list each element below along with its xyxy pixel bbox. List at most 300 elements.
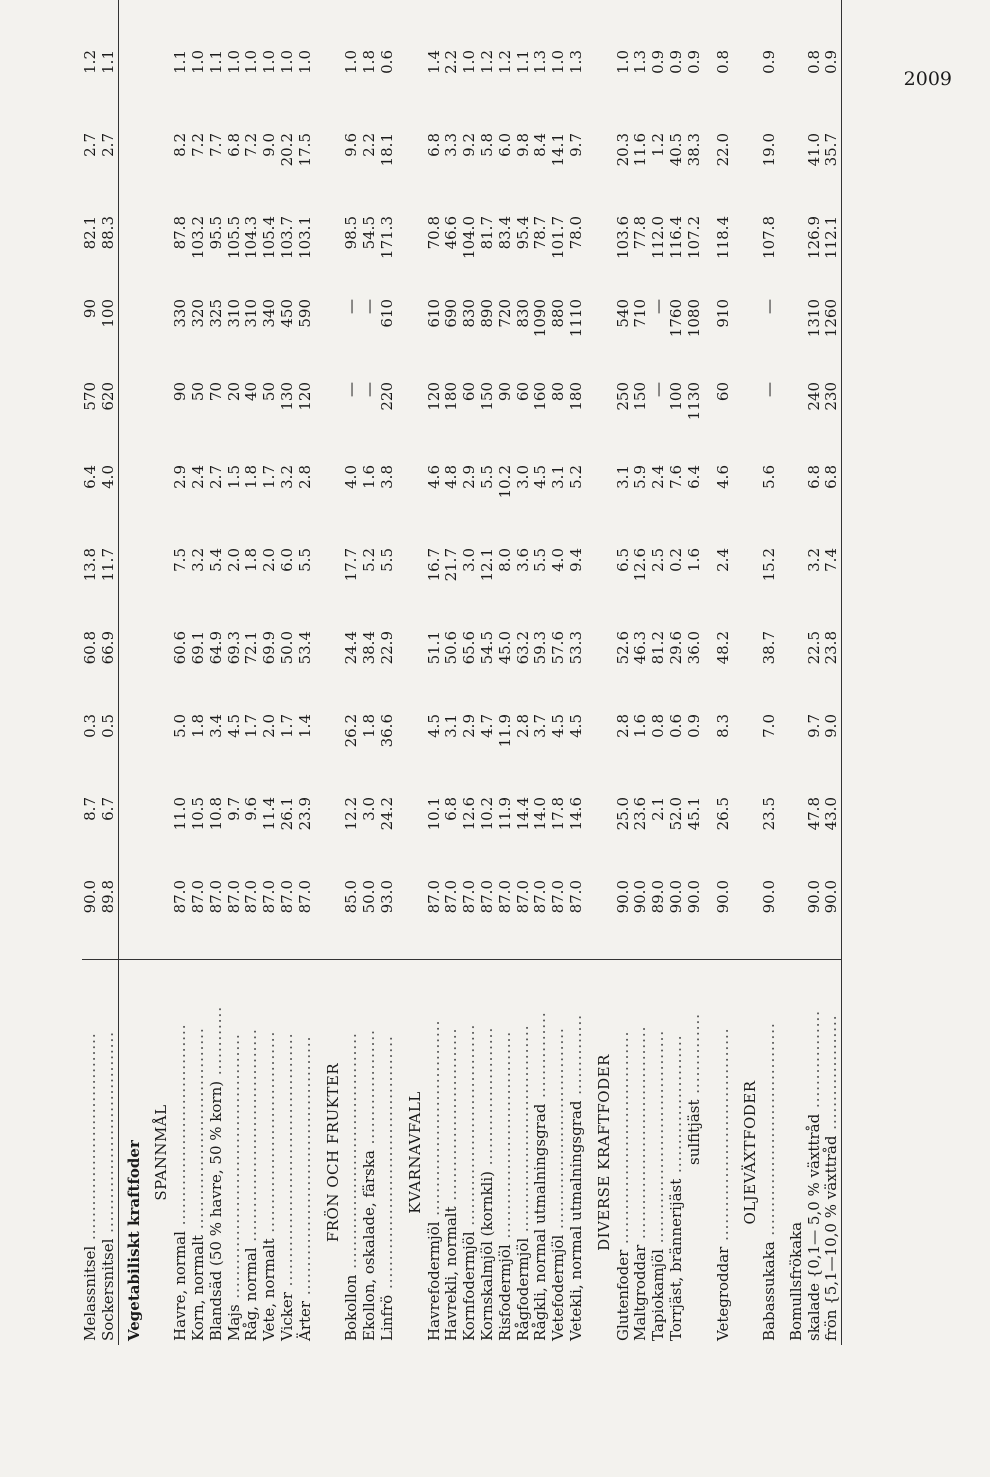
- section-heading-row: [732, 0, 761, 1345]
- table-cell: 0.2: [666, 548, 685, 572]
- table-cell: 12.1: [477, 548, 496, 582]
- table-cell: [686, 0, 704, 46]
- row-label: Kornskalmjöl (kornkli) ........................: [479, 960, 497, 1346]
- table-cell: 1.7: [242, 714, 261, 738]
- table-cell: 6.0: [277, 548, 296, 572]
- table-cell: 1.8: [360, 50, 379, 74]
- table-cell: 100: [666, 382, 685, 411]
- empty-cell: [779, 793, 806, 876]
- table-cell: 8.2: [171, 133, 190, 157]
- table-cell: 48.2: [713, 631, 732, 665]
- section-heading: KVARNAVFALL: [397, 960, 426, 1346]
- table-cell: 1.0: [460, 50, 479, 74]
- feed-composition-table: [82, 0, 842, 1345]
- table-row: [479, 0, 497, 1345]
- table-cell: 1.3: [531, 50, 550, 74]
- table-cell: 20.2: [277, 133, 296, 167]
- table-cell: 6.8: [442, 797, 461, 821]
- empty-cell: [586, 710, 615, 793]
- table-cell: 89.0: [649, 880, 668, 914]
- table-cell: 50.0: [277, 631, 296, 665]
- table-cell: 19.0: [760, 133, 779, 167]
- table-cell: 95.5: [206, 216, 225, 250]
- table-cell: 87.0: [442, 880, 461, 914]
- table-cell: 8.3: [713, 714, 732, 738]
- table-cell: 11.9: [495, 714, 514, 748]
- table-cell: [497, 0, 515, 46]
- table-cell: 45.1: [684, 797, 703, 831]
- empty-cell: [143, 46, 172, 129]
- table-cell: 87.0: [260, 880, 279, 914]
- table-cell: 11.4: [260, 797, 279, 831]
- empty-cell: [315, 378, 344, 461]
- table-cell: 160: [531, 382, 550, 411]
- table-cell: [704, 0, 733, 46]
- empty-cell: [779, 46, 806, 129]
- table-cell: 0.9: [649, 50, 668, 74]
- table-row: [823, 0, 841, 1345]
- table-cell: 9.8: [513, 133, 532, 157]
- table-cell: 7.4: [823, 544, 841, 627]
- empty-cell: [118, 212, 143, 295]
- section-heading: SPANNMÅL: [143, 960, 172, 1346]
- table-cell: 17.5: [295, 133, 314, 167]
- table-cell: 9.0: [260, 133, 279, 157]
- table-row: [497, 0, 515, 1345]
- table-cell: 0.8: [804, 50, 823, 74]
- table-cell: 20: [224, 382, 243, 402]
- table-cell: [82, 0, 100, 46]
- table-row: [297, 0, 315, 1345]
- table-row: [443, 0, 461, 1345]
- table-cell: 104.3: [242, 216, 261, 259]
- table-cell: 310: [224, 299, 243, 328]
- table-row: [426, 0, 444, 1345]
- table-cell: 720: [495, 299, 514, 328]
- row-label: Rågfodermjöl ....................................: [515, 960, 533, 1346]
- empty-cell: [397, 544, 426, 627]
- row-label: Tapiokamjöl .....................................: [650, 960, 668, 1346]
- table-cell: 7.0: [760, 714, 779, 738]
- table-cell: 95.4: [513, 216, 532, 250]
- row-label-text: Vetekli, normal utmalningsgrad: [566, 1100, 585, 1341]
- table-cell: 330: [171, 299, 190, 328]
- table-cell: 2.8: [613, 714, 632, 738]
- table-cell: 90: [81, 299, 99, 319]
- table-cell: 2.1: [649, 797, 668, 821]
- row-label-text: Bokollon: [342, 1274, 361, 1341]
- empty-cell: [397, 627, 426, 710]
- table-cell: 8.0: [495, 548, 514, 572]
- table-cell: 610: [424, 299, 443, 328]
- table-cell: 87.0: [495, 880, 514, 914]
- table-cell: 1130: [684, 382, 703, 421]
- table-cell: —: [649, 299, 668, 314]
- empty-cell: [118, 544, 143, 627]
- empty-cell: [143, 544, 172, 627]
- table-cell: 60: [513, 382, 532, 402]
- table-cell: 78.0: [566, 216, 585, 250]
- table-cell: 51.1: [424, 631, 443, 665]
- table-cell: —: [760, 382, 779, 397]
- table-cell: 3.1: [613, 465, 632, 489]
- table-cell: 11.9: [495, 797, 514, 831]
- table-cell: 103.2: [188, 216, 207, 259]
- table-cell: 103.1: [295, 216, 314, 259]
- table-cell: 0.6: [377, 50, 396, 74]
- table-cell: 4.7: [477, 714, 496, 738]
- table-cell: 24.4: [342, 631, 361, 665]
- table-cell: 2.7: [81, 133, 99, 157]
- table-cell: 87.0: [224, 880, 243, 914]
- table-cell: 1.0: [277, 50, 296, 74]
- table-cell: 830: [513, 299, 532, 328]
- table-cell: 81.7: [477, 216, 496, 250]
- table-cell: 40.5: [666, 133, 685, 167]
- row-label: frön {5,1—10,0 % växttråd ....................: [823, 960, 841, 1346]
- category-heading: Vegetabiliskt kraftfoder: [118, 960, 143, 1346]
- empty-cell: [143, 461, 172, 544]
- table-cell: 325: [206, 299, 225, 328]
- table-cell: 90.0: [713, 880, 732, 914]
- table-cell: 0.8: [649, 714, 668, 738]
- table-cell: 64.9: [206, 631, 225, 665]
- table-cell: 6.8: [224, 133, 243, 157]
- table-cell: 10.5: [188, 797, 207, 831]
- table-cell: 35.7: [823, 129, 841, 212]
- row-label: Vetefodermjöl ...................................: [550, 960, 568, 1346]
- section-heading: OLJEVÄXTFODER: [732, 960, 761, 1346]
- row-label-text: Rågkli, normal utmalningsgrad: [531, 1103, 550, 1341]
- empty-cell: [779, 544, 806, 627]
- table-cell: 15.2: [760, 548, 779, 582]
- row-label: Ärter .............................................: [297, 960, 315, 1346]
- row-label-text: sulfitjäst: [684, 1099, 703, 1165]
- table-cell: 90.0: [613, 880, 632, 914]
- row-label-text: Tapiokamjöl: [649, 1249, 668, 1341]
- table-cell: [568, 0, 586, 46]
- row-label-text: Havre, normal: [171, 1231, 190, 1341]
- empty-cell: [586, 461, 615, 544]
- table-cell: 53.4: [295, 631, 314, 665]
- table-cell: 9.4: [566, 548, 585, 572]
- table-cell: 1.5: [224, 465, 243, 489]
- table-cell: 69.9: [260, 631, 279, 665]
- table-cell: 4.5: [424, 714, 443, 738]
- table-cell: 54.5: [360, 216, 379, 250]
- table-cell: 105.4: [260, 216, 279, 259]
- table-cell: 72.1: [242, 631, 261, 665]
- table-cell: 3.2: [804, 548, 823, 572]
- table-cell: 0.3: [81, 714, 99, 738]
- row-label: Babassukaka .....................................: [761, 960, 779, 1346]
- table-cell: 3.0: [513, 465, 532, 489]
- table-cell: 2.9: [460, 465, 479, 489]
- table-cell: 9.7: [566, 133, 585, 157]
- empty-cell: [315, 295, 344, 378]
- page-number: 2009: [903, 68, 952, 90]
- table-cell: 82.1: [81, 216, 99, 250]
- table-cell: 112.0: [649, 216, 668, 259]
- row-label: Vetekli, normal utmalningsgrad ..............: [568, 960, 586, 1346]
- table-cell: 890: [477, 299, 496, 328]
- table-cell: 1.8: [188, 714, 207, 738]
- table-cell: 340: [260, 299, 279, 328]
- table-row: [343, 0, 361, 1345]
- table-cell: 17.8: [549, 797, 568, 831]
- row-label-text: Vetefodermjöl: [549, 1234, 568, 1341]
- table-cell: 90.0: [760, 880, 779, 914]
- table-cell: 70.8: [424, 216, 443, 250]
- empty-cell: [779, 378, 806, 461]
- table-cell: 26.2: [342, 714, 361, 748]
- table-cell: 87.0: [477, 880, 496, 914]
- table-cell: [243, 0, 261, 46]
- table-cell: 52.0: [666, 797, 685, 831]
- row-label-text: Havrefodermjöl: [424, 1221, 443, 1341]
- table-cell: 6.7: [98, 797, 117, 821]
- table-cell: 1.0: [224, 50, 243, 74]
- table-row: [761, 0, 779, 1345]
- table-row: [243, 0, 261, 1345]
- table-cell: [806, 0, 824, 46]
- table-cell: 4.8: [442, 465, 461, 489]
- row-label-text: Kornskalmjöl (kornkli): [477, 1170, 496, 1341]
- table-cell: 4.6: [424, 465, 443, 489]
- table-cell: [532, 0, 550, 46]
- table-cell: 5.6: [760, 465, 779, 489]
- empty-cell: [732, 212, 761, 295]
- table-cell: 2.2: [442, 50, 461, 74]
- table-cell: 450: [277, 299, 296, 328]
- table-cell: 26.1: [277, 797, 296, 831]
- table-cell: 910: [713, 299, 732, 328]
- table-cell: 3.8: [377, 465, 396, 489]
- table-cell: 87.0: [242, 880, 261, 914]
- table-cell: 1.4: [295, 714, 314, 738]
- row-label: Risfodermjöl ....................................: [497, 960, 515, 1346]
- table-cell: 6.8: [424, 133, 443, 157]
- table-cell: 150: [631, 382, 650, 411]
- table-cell: 1.0: [613, 50, 632, 74]
- table-cell: 220: [377, 382, 396, 411]
- table-cell: 87.0: [295, 880, 314, 914]
- empty-cell: [586, 378, 615, 461]
- table-cell: 1.7: [277, 714, 296, 738]
- table-cell: [761, 0, 779, 46]
- empty-cell: [118, 378, 143, 461]
- empty-cell: [143, 378, 172, 461]
- table-cell: —: [760, 299, 779, 314]
- empty-cell: [315, 710, 344, 793]
- table-cell: 11.0: [171, 797, 190, 831]
- table-cell: 1.3: [566, 50, 585, 74]
- table-cell: 18.1: [377, 133, 396, 167]
- table-cell: 52.6: [613, 631, 632, 665]
- table-cell: 14.1: [549, 133, 568, 167]
- table-cell: 0.8: [713, 50, 732, 74]
- table-cell: 710: [631, 299, 650, 328]
- row-label: Havrekli, normalt ..............................: [443, 960, 461, 1346]
- table-cell: 1760: [666, 299, 685, 338]
- table-row: [550, 0, 568, 1345]
- table-cell: 90.0: [666, 880, 685, 914]
- empty-cell: [397, 710, 426, 793]
- table-cell: 2.2: [360, 133, 379, 157]
- table-row: [190, 0, 208, 1345]
- empty-cell: [732, 710, 761, 793]
- row-label: Torrjäst, brännerijäst ........................: [668, 960, 686, 1346]
- table-cell: [461, 0, 479, 46]
- empty-cell: [732, 461, 761, 544]
- table-cell: [100, 0, 118, 46]
- row-label: Melassnitsel ....................................: [82, 960, 100, 1346]
- table-cell: [650, 0, 668, 46]
- empty-cell: [143, 295, 172, 378]
- table-cell: 46.3: [631, 631, 650, 665]
- table-cell: 14.6: [566, 797, 585, 831]
- table-cell: 240: [804, 382, 823, 411]
- empty-cell: [118, 710, 143, 793]
- table-cell: 40: [242, 382, 261, 402]
- table-cell: 1.0: [549, 50, 568, 74]
- table-row: [82, 0, 100, 1345]
- row-label: Blandsäd (50 % havre, 50 % korn) ............: [208, 960, 226, 1346]
- table-cell: 10.2: [477, 797, 496, 831]
- table-cell: 7.2: [242, 133, 261, 157]
- table-row: [361, 0, 379, 1345]
- table-cell: [668, 0, 686, 46]
- table-cell: 0.9: [684, 714, 703, 738]
- table-cell: 3.0: [360, 797, 379, 821]
- row-label: Vete, normalt ...................................: [261, 960, 279, 1346]
- table-cell: 1310: [804, 299, 823, 338]
- row-label-text: Råg, normal: [242, 1247, 261, 1341]
- table-cell: 90.0: [804, 880, 823, 914]
- table-cell: 5.4: [206, 548, 225, 572]
- table-cell: 10.8: [206, 797, 225, 831]
- table-cell: 0.9: [760, 50, 779, 74]
- empty-cell: [732, 46, 761, 129]
- empty-cell: [586, 129, 615, 212]
- table-cell: 13.8: [81, 548, 99, 582]
- row-label: Linfrö ............................................: [379, 960, 397, 1346]
- table-cell: 2.9: [171, 465, 190, 489]
- empty-cell: [315, 461, 344, 544]
- table-cell: 87.0: [549, 880, 568, 914]
- table-cell: [297, 0, 315, 46]
- table-cell: 4.6: [713, 465, 732, 489]
- row-label: Glutenfoder .....................................: [615, 960, 633, 1346]
- table-cell: 171.3: [377, 216, 396, 259]
- table-cell: 1.0: [260, 50, 279, 74]
- table-cell: 59.3: [531, 631, 550, 665]
- table-cell: 320: [188, 299, 207, 328]
- row-label-text: frön {5,1—10,0 % växttråd: [822, 1135, 841, 1341]
- empty-cell: [315, 627, 344, 710]
- table-cell: 20.3: [613, 133, 632, 167]
- table-cell: [226, 0, 244, 46]
- table-cell: 5.5: [377, 548, 396, 572]
- table-cell: 36.6: [377, 714, 396, 748]
- empty-cell: [118, 295, 143, 378]
- table-row: [704, 0, 733, 1345]
- table-cell: 126.9: [804, 216, 823, 259]
- table-cell: 60.8: [81, 631, 99, 665]
- empty-cell: [143, 710, 172, 793]
- table-cell: 107.8: [760, 216, 779, 259]
- table-cell: 14.4: [513, 797, 532, 831]
- table-cell: 2.5: [649, 548, 668, 572]
- table-cell: 6.8: [804, 465, 823, 489]
- table-cell: 3.4: [206, 714, 225, 738]
- table-cell: 2.7: [206, 465, 225, 489]
- table-cell: 3.6: [513, 548, 532, 572]
- table-cell: 90.0: [823, 876, 841, 960]
- table-cell: 4.5: [531, 465, 550, 489]
- row-label: Maltgroddar .....................................: [632, 960, 650, 1346]
- table-cell: 103.6: [613, 216, 632, 259]
- table-cell: 9.7: [224, 797, 243, 821]
- table-cell: 65.6: [460, 631, 479, 665]
- empty-cell: [143, 627, 172, 710]
- table-cell: 1.1: [98, 50, 117, 74]
- empty-cell: [315, 876, 344, 960]
- table-cell: 9.2: [460, 133, 479, 157]
- table-cell: 1.1: [171, 50, 190, 74]
- table-cell: 620: [98, 382, 117, 411]
- empty-cell: [397, 461, 426, 544]
- table-cell: 4.5: [224, 714, 243, 738]
- table-cell: 1.6: [684, 548, 703, 572]
- row-label-text: Vete, normalt: [260, 1238, 279, 1341]
- table-cell: 78.7: [531, 216, 550, 250]
- table-cell: 23.5: [760, 797, 779, 831]
- table-cell: 1.6: [631, 714, 650, 738]
- table-row: [208, 0, 226, 1345]
- row-label: Bokollon .........................................: [343, 960, 361, 1346]
- table-cell: 38.4: [360, 631, 379, 665]
- table-cell: 3.1: [549, 465, 568, 489]
- table-cell: [343, 0, 361, 46]
- empty-cell: [143, 129, 172, 212]
- table-cell: 87.0: [531, 880, 550, 914]
- table-cell: 45.0: [495, 631, 514, 665]
- table-cell: 50: [260, 382, 279, 402]
- empty-cell: [586, 876, 615, 960]
- table-cell: 46.6: [442, 216, 461, 250]
- table-cell: [426, 0, 444, 46]
- table-cell: 0.5: [98, 714, 117, 738]
- table-cell: 1.8: [242, 465, 261, 489]
- table-cell: 36.0: [684, 631, 703, 665]
- table-cell: 83.4: [495, 216, 514, 250]
- table-cell: 90: [495, 382, 514, 402]
- table-cell: 1090: [531, 299, 550, 338]
- table-cell: —: [342, 382, 361, 397]
- empty-cell: [397, 876, 426, 960]
- row-label-text: Korn, normalt: [188, 1234, 207, 1341]
- table-cell: 87.0: [513, 880, 532, 914]
- empty-cell: [732, 544, 761, 627]
- table-cell: 105.5: [224, 216, 243, 259]
- table-cell: 26.5: [713, 797, 732, 831]
- empty-cell: [397, 793, 426, 876]
- table-cell: [823, 0, 841, 46]
- table-cell: 60: [713, 382, 732, 402]
- empty-cell: [397, 129, 426, 212]
- table-row: [100, 0, 118, 1345]
